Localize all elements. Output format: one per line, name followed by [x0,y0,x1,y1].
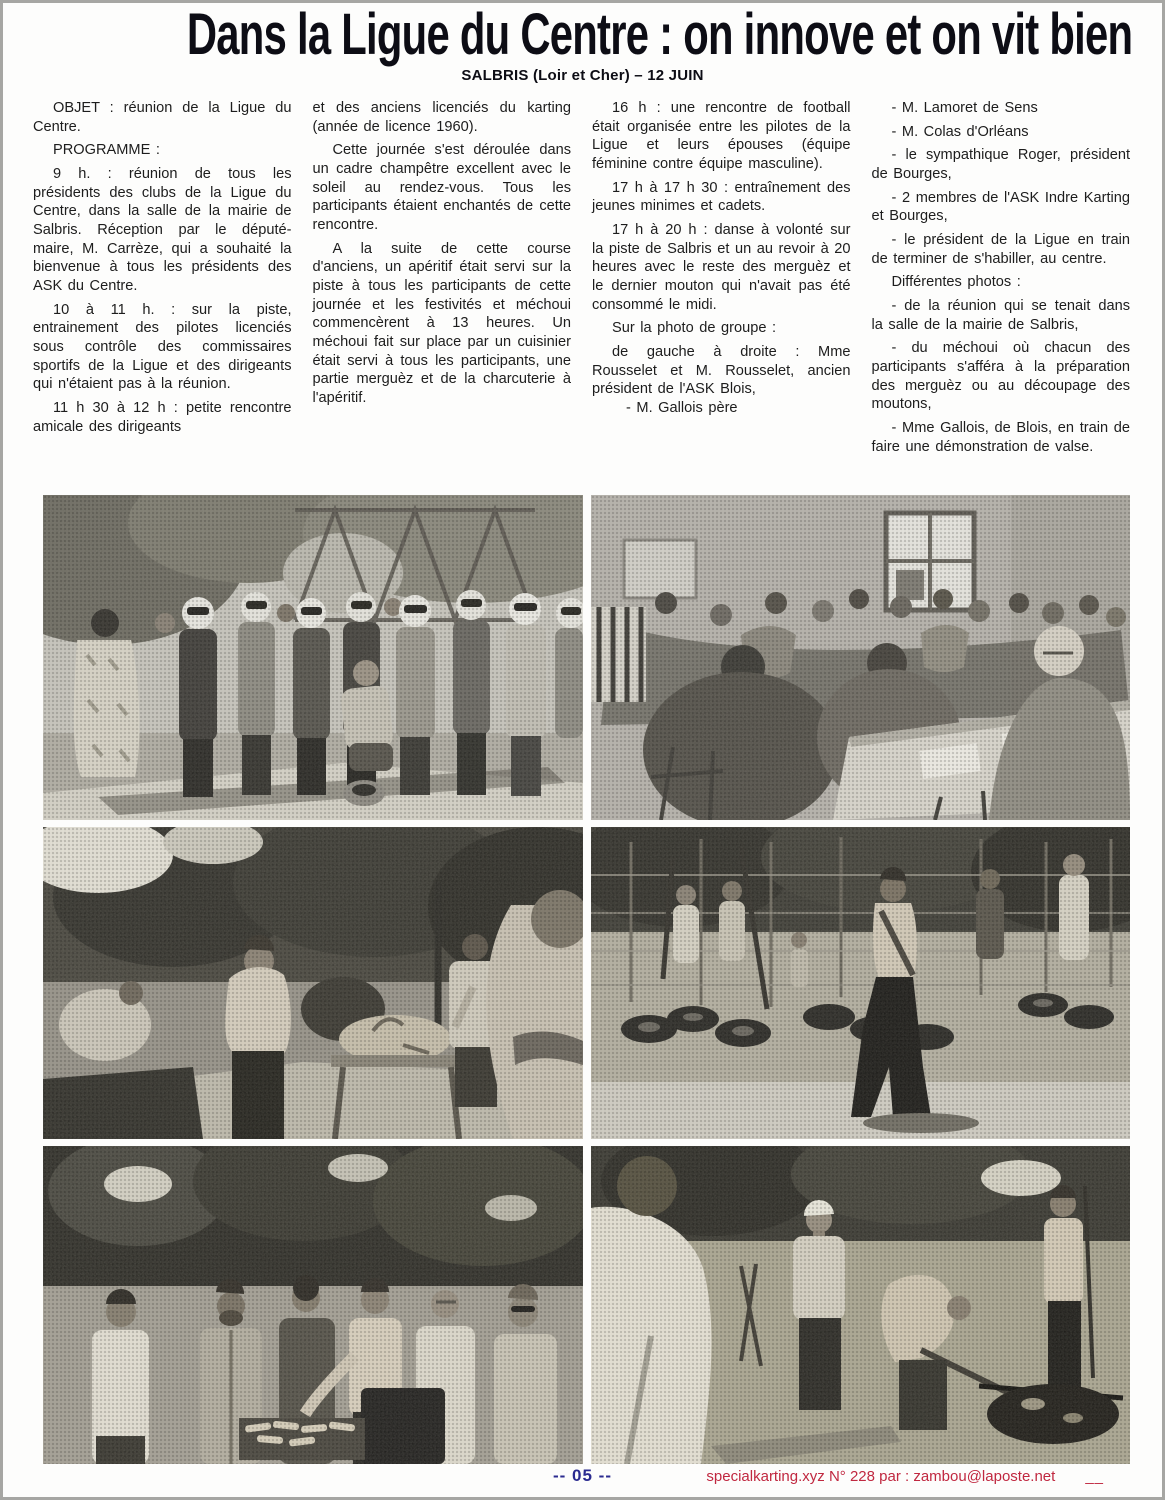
page-title: Dans la Ligue du Centre : on innove et on vit bien [186,2,1133,67]
photo-track-tires [591,827,1130,1139]
paragraph: de gauche à droite : Mme Rousselet et M. Rousselet, ancien président de l'ASK Blois, [592,344,851,398]
photo-mechoui-preparation [43,827,583,1139]
paragraph: 17 h à 17 h 30 : entraînement des jeunes minimes et cadets. [592,179,851,215]
photo-illustration [591,1146,1130,1464]
paragraph: Différentes photos : [891,274,1021,291]
page-subtitle: SALBRIS (Loir et Cher) – 12 JUIN [461,67,704,84]
paragraph: 16 h : une rencontre de football était organisée entre les pilotes de la Ligue et leurs épouses (équipe féminine contre équipe masculine). [592,100,851,173]
paragraph: - le sympathique Roger, président de Bourges, [871,147,1130,183]
photo-illustration [43,827,583,1139]
paragraph: - de la réunion qui se tenait dans la salle de la mairie de Salbris, [871,298,1130,333]
paragraph: - M. Gallois père [626,400,738,417]
photo-illustration [43,1146,583,1464]
paragraph: - du méchoui où chacun des participants s'afféra à la préparation des merguèz ou au découpage des moutons, [871,340,1130,413]
photo-illustration [591,495,1130,820]
photo-pilots-group [43,495,583,820]
paragraph: Sur la photo de groupe : [612,320,777,337]
paragraph: - le président de la Ligue en train de terminer de s'habiller, au centre. [871,232,1130,267]
article-body [33,99,1130,461]
underscore-mark: __ [1085,1468,1104,1485]
paragraph: et des anciens licenciés du karting (année de licence 1960). [312,100,571,135]
article-column-2 [313,99,572,461]
photo-grid [43,495,1130,1464]
photo-grill-merguez [43,1146,583,1464]
photo-illustration [43,495,583,820]
paragraph: Cette journée s'est déroulée dans un cadre champêtre excellent avec le soleil au rendez-vous. Tous les participants étaient enchantés de cette rencontre. [312,142,571,234]
paragraph: - M. Lamoret de Sens [891,100,1038,116]
paragraph: 17 h à 20 h : danse à volonté sur la piste de Salbris et un au revoir à 20 heures avec le reste des merguèz et le dernier mouton qui n'avait pas été consommé le midi. [592,222,851,313]
photo-meeting-room [591,495,1130,820]
paragraph: - Mme Gallois, de Blois, en train de faire une démonstration de valse. [871,420,1130,455]
credit-line [706,1468,1104,1485]
paragraph: PROGRAMME : [53,142,160,159]
paragraph: OBJET : réunion de la Ligue du Centre. [33,100,292,135]
paragraph: - M. Colas d'Orléans [891,123,1029,140]
page-footer [3,1466,1162,1488]
paragraph: 9 h. : réunion de tous les présidents des clubs de la Ligue du Centre, dans la salle de la mairie de Salbris. Réception par le député-maire, M. Carrèze, qui a souhaité la bienvenue à tous les présidents des ASK du Centre. [33,166,292,295]
paragraph: 10 à 11 h. : sur la piste, entrainement des pilotes licenciés sous contrôle des commissaires sportifs de la Ligue et des dirigeants qui n'étaient pas à la réunion. [33,301,292,393]
paragraph: 11 h 30 à 12 h : petite rencontre amicale des dirigeants [33,400,292,435]
article-column-3 [592,99,851,461]
photo-spit-roast [591,1146,1130,1464]
paragraph: - 2 membres de l'ASK Indre Karting et Bourges, [871,189,1130,225]
page-number: -- 05 -- [553,1466,612,1485]
paragraph: A la suite de cette course d'anciens, un apéritif était servi sur la piste à tous les participants de cette journée et les festivités et méchoui commencèrent à 13 heures. Un méchoui fait sur place par un cuisinier était servi à tous les participants, une partie merguèz et de la charcuterie à l'apéritif. [312,240,571,407]
article-column-4 [872,99,1131,461]
credit-text: specialkarting.xyz N° 228 par : zambou@laposte.net [706,1468,1056,1485]
photo-illustration [591,827,1130,1139]
article-column-1 [33,99,292,461]
